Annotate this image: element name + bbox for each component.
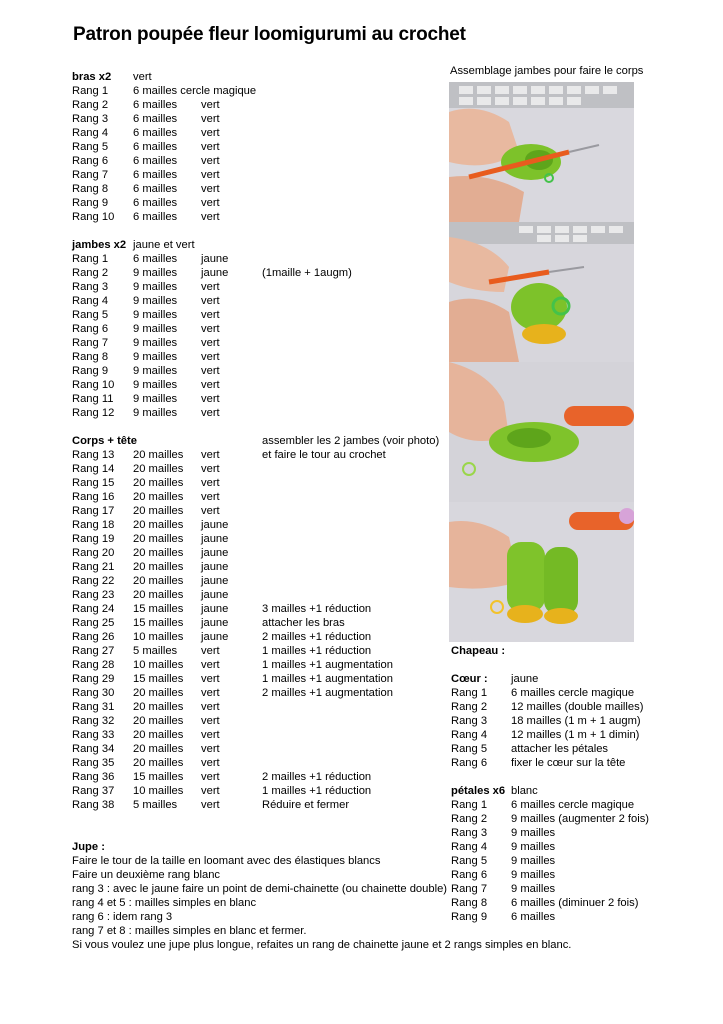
jupe-line: rang 7 et 8 : mailles simples en blanc et fermer.: [72, 925, 307, 937]
row-cell: jaune: [201, 253, 229, 265]
row-cell: Rang 9: [451, 911, 488, 923]
row-cell: 6 mailles: [133, 141, 178, 153]
row-cell: Rang 13: [72, 449, 115, 461]
row-cell: 9 mailles: [133, 407, 178, 419]
row-cell: vert: [201, 505, 220, 517]
row-cell: Rang 22: [72, 575, 115, 587]
row-cell: 5 mailles: [133, 645, 178, 657]
row-cell: Rang 24: [72, 603, 115, 615]
row-cell: 20 mailles: [133, 505, 184, 517]
assembly-photo-4: [449, 502, 634, 642]
row-cell: vert: [201, 799, 220, 811]
row-cell: Rang 6: [451, 757, 488, 769]
row-cell: 20 mailles: [133, 743, 184, 755]
row-cell: jaune: [201, 631, 229, 643]
row-cell: vert: [201, 281, 220, 293]
row-cell: Rang 8: [72, 351, 109, 363]
row-cell: Rang 4: [72, 295, 109, 307]
row-cell: Rang 2: [72, 267, 109, 279]
row-cell: 5 mailles: [133, 799, 178, 811]
row-cell: vert: [201, 197, 220, 209]
row-cell: vert: [201, 365, 220, 377]
row-cell: Rang 5: [451, 743, 488, 755]
row-cell: Rang 6: [451, 869, 488, 881]
row-cell: Rang 9: [72, 365, 109, 377]
row-cell: Rang 26: [72, 631, 115, 643]
row-cell: 12 mailles (double mailles): [511, 701, 644, 713]
row-cell: 6 mailles cercle magique: [511, 799, 635, 811]
row-cell: 9 mailles: [133, 295, 178, 307]
row-cell: vert: [201, 141, 220, 153]
row-cell: attacher les bras: [262, 617, 345, 629]
row-cell: 20 mailles: [133, 715, 184, 727]
assembly-photo-3: [449, 362, 634, 502]
row-cell: 9 mailles: [133, 309, 178, 321]
row-cell: 9 mailles: [133, 351, 178, 363]
row-cell: Rang 8: [72, 183, 109, 195]
row-cell: 20 mailles: [133, 449, 184, 461]
row-cell: vert: [201, 295, 220, 307]
row-cell: 1 mailles +1 réduction: [262, 785, 372, 797]
row-cell: 20 mailles: [133, 491, 184, 503]
row-cell: fixer le cœur sur la tête: [511, 757, 626, 769]
row-cell: 20 mailles: [133, 477, 184, 489]
row-cell: Rang 14: [72, 463, 115, 475]
row-cell: Cœur :: [451, 673, 488, 685]
row-cell: Chapeau :: [451, 645, 506, 657]
row-cell: vert: [201, 463, 220, 475]
photos-caption: Assemblage jambes pour faire le corps: [450, 65, 644, 77]
row-cell: Rang 12: [72, 407, 115, 419]
row-cell: 20 mailles: [133, 519, 184, 531]
row-cell: Rang 32: [72, 715, 115, 727]
row-cell: 9 mailles: [133, 281, 178, 293]
row-cell: 2 mailles +1 augmentation: [262, 687, 393, 699]
row-cell: Rang 6: [72, 323, 109, 335]
row-cell: jaune et vert: [133, 239, 195, 251]
row-cell: Rang 4: [451, 729, 488, 741]
row-cell: vert: [201, 757, 220, 769]
row-cell: vert: [201, 99, 220, 111]
row-cell: Rang 19: [72, 533, 115, 545]
row-cell: 9 mailles: [133, 379, 178, 391]
row-cell: Rang 2: [451, 813, 488, 825]
row-cell: Rang 35: [72, 757, 115, 769]
jupe-line: Faire un deuxième rang blanc: [72, 869, 221, 881]
jupe-line: rang 6 : idem rang 3: [72, 911, 173, 923]
row-cell: vert: [201, 183, 220, 195]
row-cell: 20 mailles: [133, 533, 184, 545]
row-cell: Rang 5: [72, 309, 109, 321]
row-cell: attacher les pétales: [511, 743, 609, 755]
row-cell: 15 mailles: [133, 617, 184, 629]
row-cell: Rang 5: [72, 141, 109, 153]
row-cell: Rang 6: [72, 155, 109, 167]
row-cell: Corps + tête: [72, 435, 137, 447]
row-cell: 2 mailles +1 réduction: [262, 631, 372, 643]
row-cell: Rang 29: [72, 673, 115, 685]
row-cell: Rang 10: [72, 211, 115, 223]
row-cell: Rang 33: [72, 729, 115, 741]
row-cell: jaune: [201, 561, 229, 573]
row-cell: 6 mailles: [133, 99, 178, 111]
row-cell: Rang 30: [72, 687, 115, 699]
row-cell: jaune: [201, 267, 229, 279]
row-cell: 10 mailles: [133, 785, 184, 797]
row-cell: 9 mailles: [133, 337, 178, 349]
row-cell: vert: [201, 323, 220, 335]
row-cell: vert: [201, 211, 220, 223]
row-cell: 9 mailles: [511, 869, 556, 881]
row-cell: 2 mailles +1 réduction: [262, 771, 372, 783]
row-cell: 9 mailles: [133, 393, 178, 405]
row-cell: jaune: [201, 547, 229, 559]
row-cell: 6 mailles: [133, 197, 178, 209]
row-cell: vert: [201, 729, 220, 741]
row-cell: vert: [201, 309, 220, 321]
row-cell: Rang 1: [451, 799, 488, 811]
row-cell: vert: [201, 785, 220, 797]
row-cell: 9 mailles: [133, 267, 178, 279]
jupe-line: Faire le tour de la taille en loomant avec des élastiques blancs: [72, 855, 381, 867]
row-cell: Rang 2: [72, 99, 109, 111]
row-cell: 9 mailles: [511, 855, 556, 867]
row-cell: 6 mailles: [511, 911, 556, 923]
row-cell: jaune: [201, 589, 229, 601]
row-cell: vert: [201, 687, 220, 699]
row-cell: Rang 1: [72, 253, 109, 265]
row-cell: Rang 8: [451, 897, 488, 909]
page-title: Patron poupée fleur loomigurumi au crochet: [73, 24, 466, 45]
row-cell: Rang 5: [451, 855, 488, 867]
row-cell: Rang 4: [451, 841, 488, 853]
row-cell: et faire le tour au crochet: [262, 449, 386, 461]
row-cell: vert: [201, 169, 220, 181]
row-cell: 20 mailles: [133, 757, 184, 769]
row-cell: Rang 3: [451, 827, 488, 839]
row-cell: vert: [201, 743, 220, 755]
row-cell: Rang 25: [72, 617, 115, 629]
row-cell: Rang 7: [72, 337, 109, 349]
row-cell: 1 mailles +1 augmentation: [262, 659, 393, 671]
row-cell: 9 mailles: [511, 883, 556, 895]
row-cell: Rang 1: [451, 687, 488, 699]
row-cell: Rang 3: [72, 281, 109, 293]
row-cell: Réduire et fermer: [262, 799, 350, 811]
row-cell: 6 mailles (diminuer 2 fois): [511, 897, 639, 909]
row-cell: 6 mailles: [133, 253, 178, 265]
row-cell: vert: [201, 449, 220, 461]
row-cell: vert: [201, 407, 220, 419]
row-cell: vert: [201, 477, 220, 489]
row-cell: Rang 34: [72, 743, 115, 755]
row-cell: 1 mailles +1 augmentation: [262, 673, 393, 685]
row-cell: 6 mailles: [133, 211, 178, 223]
row-cell: 9 mailles: [133, 323, 178, 335]
row-cell: vert: [201, 393, 220, 405]
row-cell: Rang 1: [72, 85, 109, 97]
row-cell: vert: [201, 351, 220, 363]
row-cell: 9 mailles: [511, 841, 556, 853]
row-cell: 6 mailles: [133, 169, 178, 181]
row-cell: Rang 37: [72, 785, 115, 797]
row-cell: Rang 15: [72, 477, 115, 489]
row-cell: 20 mailles: [133, 729, 184, 741]
row-cell: Rang 9: [72, 197, 109, 209]
row-cell: assembler les 2 jambes (voir photo): [262, 435, 440, 447]
row-cell: vert: [201, 673, 220, 685]
row-cell: Rang 31: [72, 701, 115, 713]
row-cell: jambes x2: [72, 239, 127, 251]
row-cell: jaune: [511, 673, 539, 685]
row-cell: vert: [201, 113, 220, 125]
row-cell: Rang 21: [72, 561, 115, 573]
row-cell: vert: [201, 771, 220, 783]
row-cell: pétales x6: [451, 785, 506, 797]
row-cell: jaune: [201, 533, 229, 545]
row-cell: 10 mailles: [133, 659, 184, 671]
row-cell: 9 mailles: [511, 827, 556, 839]
row-cell: jaune: [201, 519, 229, 531]
row-cell: jaune: [201, 603, 229, 615]
row-cell: Rang 20: [72, 547, 115, 559]
row-cell: 6 mailles: [133, 127, 178, 139]
assembly-photo-1: [449, 82, 634, 222]
row-cell: 6 mailles: [133, 183, 178, 195]
row-cell: Rang 18: [72, 519, 115, 531]
row-cell: Rang 16: [72, 491, 115, 503]
row-cell: Rang 10: [72, 379, 115, 391]
row-cell: 15 mailles: [133, 603, 184, 615]
row-cell: vert: [201, 659, 220, 671]
row-cell: Rang 7: [72, 169, 109, 181]
row-cell: 6 mailles: [133, 113, 178, 125]
row-cell: 6 mailles cercle magique: [133, 85, 257, 97]
row-cell: Rang 3: [451, 715, 488, 727]
row-cell: 20 mailles: [133, 547, 184, 559]
row-cell: 6 mailles: [133, 155, 178, 167]
row-cell: bras x2: [72, 71, 112, 83]
row-cell: 9 mailles: [133, 365, 178, 377]
row-cell: Rang 36: [72, 771, 115, 783]
row-cell: Rang 2: [451, 701, 488, 713]
row-cell: blanc: [511, 785, 538, 797]
row-cell: 20 mailles: [133, 575, 184, 587]
row-cell: 15 mailles: [133, 771, 184, 783]
row-cell: Rang 3: [72, 113, 109, 125]
jupe-line: Si vous voulez une jupe plus longue, refaites un rang de chainette jaune et 2 rangs simples en blanc.: [72, 939, 572, 951]
row-cell: 3 mailles +1 réduction: [262, 603, 372, 615]
row-cell: Rang 23: [72, 589, 115, 601]
row-cell: Rang 11: [72, 393, 114, 405]
row-cell: (1maille + 1augm): [262, 267, 352, 279]
row-cell: vert: [133, 71, 152, 83]
jupe-line: rang 4 et 5 : mailles simples en blanc: [72, 897, 257, 909]
row-cell: Rang 17: [72, 505, 115, 517]
row-cell: jaune: [201, 575, 229, 587]
row-cell: 1 mailles +1 réduction: [262, 645, 372, 657]
row-cell: Rang 38: [72, 799, 115, 811]
row-cell: vert: [201, 379, 220, 391]
row-cell: 20 mailles: [133, 561, 184, 573]
row-cell: vert: [201, 715, 220, 727]
row-cell: 15 mailles: [133, 673, 184, 685]
jupe-line: Jupe :: [72, 841, 105, 853]
row-cell: Rang 27: [72, 645, 115, 657]
row-cell: vert: [201, 127, 220, 139]
row-cell: 18 mailles (1 m + 1 augm): [511, 715, 641, 727]
row-cell: vert: [201, 155, 220, 167]
row-cell: vert: [201, 491, 220, 503]
assembly-photo-2: [449, 222, 634, 362]
row-cell: 6 mailles cercle magique: [511, 687, 635, 699]
jupe-line: rang 3 : avec le jaune faire un point de demi-chainette (ou chainette double): [72, 883, 448, 895]
row-cell: 20 mailles: [133, 701, 184, 713]
row-cell: vert: [201, 701, 220, 713]
row-cell: Rang 4: [72, 127, 109, 139]
row-cell: 20 mailles: [133, 463, 184, 475]
row-cell: jaune: [201, 617, 229, 629]
row-cell: vert: [201, 337, 220, 349]
row-cell: 9 mailles (augmenter 2 fois): [511, 813, 650, 825]
row-cell: 12 mailles (1 m + 1 dimin): [511, 729, 640, 741]
row-cell: 10 mailles: [133, 631, 184, 643]
row-cell: Rang 28: [72, 659, 115, 671]
row-cell: 20 mailles: [133, 687, 184, 699]
row-cell: 20 mailles: [133, 589, 184, 601]
row-cell: vert: [201, 645, 220, 657]
row-cell: Rang 7: [451, 883, 488, 895]
